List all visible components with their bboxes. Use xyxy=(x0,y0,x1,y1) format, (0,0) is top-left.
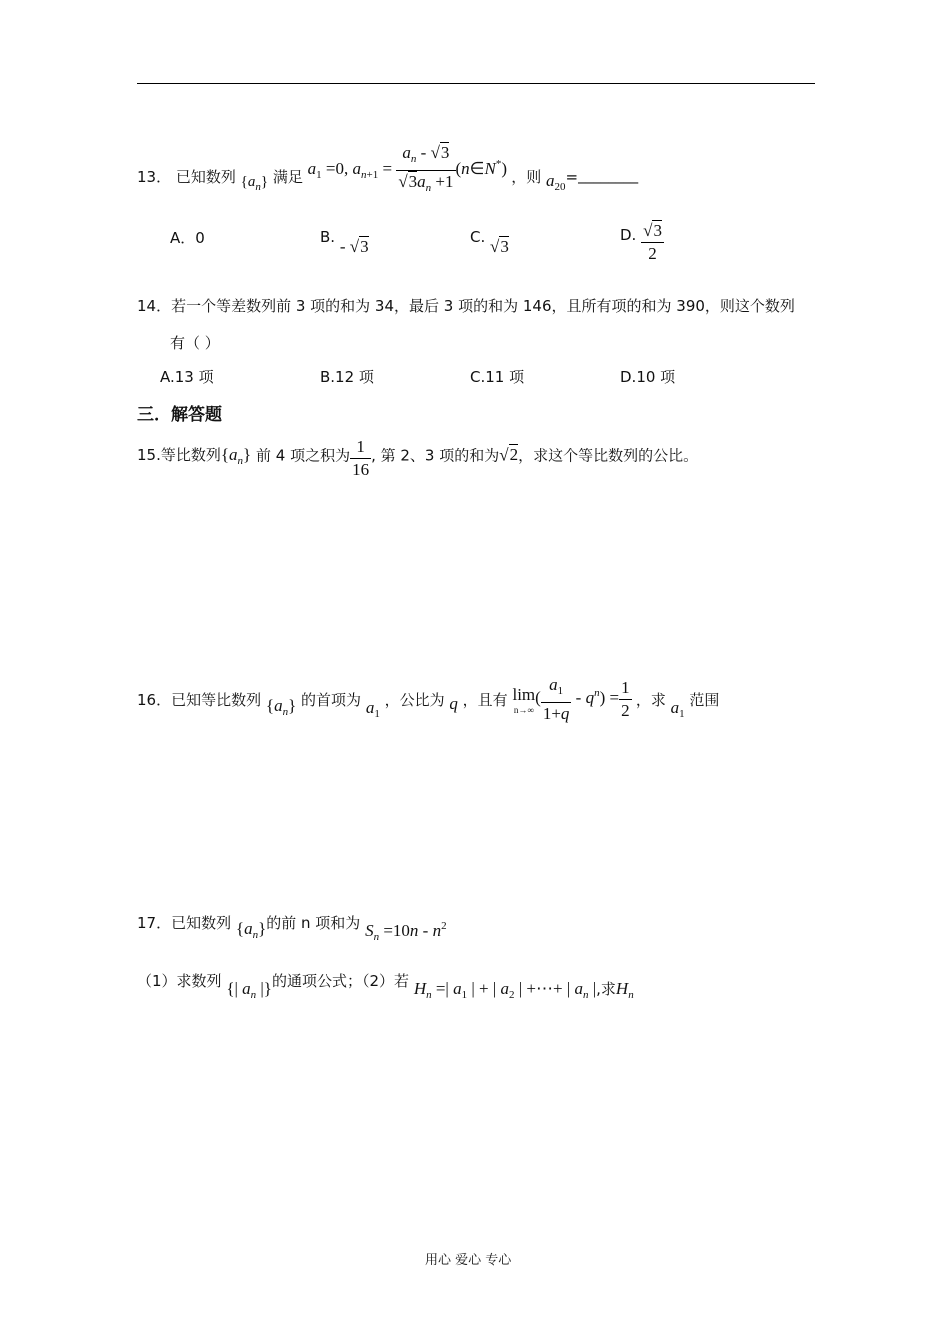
q16-a1-range: $a_1$ xyxy=(670,698,685,721)
q13-formula: $a_1 =0$, $a_{n+1}$ = $\frac{a_n - √3}{√3a_n +1}$ (n∈N*) xyxy=(307,143,512,194)
q15-text-2: 前 4 项之积为 xyxy=(255,446,351,465)
q17-h-formula: $H_n$ =| $a_1$ | + | $a_2$ | +⋯+ | $a_n$ | xyxy=(413,979,597,1001)
section-heading: 三．解答题 xyxy=(137,405,222,425)
question-17 xyxy=(137,912,447,943)
q14-option-a: A.13 项 xyxy=(160,368,214,386)
q16-text-4: ，且有 xyxy=(462,691,508,710)
q13-a20: $a_{20}$ xyxy=(546,171,566,194)
question-15 xyxy=(137,434,698,479)
q13-option-b-value: - √3 xyxy=(339,237,369,256)
q16-a1: $a_1$ xyxy=(365,698,380,721)
q16-q: q xyxy=(449,694,458,714)
q14-option-c: C.11 项 xyxy=(470,368,525,386)
q13-text-1: 已知数列 xyxy=(175,168,236,187)
q13-equals: = xyxy=(565,168,579,187)
q16-text-5: ，求 xyxy=(635,691,666,710)
q16-text-3: ，公比为 xyxy=(384,691,445,710)
q13-text-2: 满足 xyxy=(272,168,303,187)
q13-option-d-label: D. xyxy=(620,226,637,245)
q13-option-a: A．0 xyxy=(170,229,205,247)
q14-line-1: 14．若一个等差数列前 3 项的和为 34，最后 3 项的和为 146，且所有项的和为 390，则这个数列 xyxy=(137,297,795,315)
q16-sequence: $\{a_n\}$ xyxy=(265,696,297,719)
q14-option-b: B.12 项 xyxy=(320,368,374,386)
q16-text-6: 范围 xyxy=(689,691,720,710)
q16-number: 16． xyxy=(137,691,172,710)
question-13 xyxy=(137,134,639,194)
q13-option-b-label: B. xyxy=(320,228,336,246)
page-footer: 用心 爱心 专心 xyxy=(425,1253,512,1268)
q15-sequence: $\{a_n\}$ xyxy=(220,445,252,468)
q16-text-1: 已知等比数列 xyxy=(171,691,262,710)
q17-parts xyxy=(137,970,634,1001)
q13-option-c xyxy=(470,227,509,256)
q17-h-target: $H_n$ xyxy=(615,979,634,1001)
q13-text-3: ，则 xyxy=(511,168,542,187)
q13-option-d-value: $\frac{√3}{2}$ xyxy=(643,221,662,263)
q15-fraction: $\frac{1}{16}$ xyxy=(352,437,370,479)
q17-text-1: 已知数列 xyxy=(171,914,232,932)
q17-sequence: $\{a_n\}$ xyxy=(235,919,267,941)
q13-number: 13． xyxy=(137,168,172,187)
q17-number: 17． xyxy=(137,914,172,932)
q13-blank: ________ xyxy=(578,166,639,185)
q13-option-b xyxy=(320,227,369,256)
q16-text-2: 的首项为 xyxy=(301,691,362,710)
q14-option-d: D.10 项 xyxy=(620,368,676,386)
q13-option-c-label: C. xyxy=(470,228,486,246)
q13-option-c-value: √3 xyxy=(490,237,509,256)
q13-option-d xyxy=(620,220,664,265)
question-16 xyxy=(137,668,720,723)
q17-abs-sequence: {| $a_n$ |} xyxy=(226,979,272,1001)
q16-limit-formula: lim n→∞ ( $\frac{a_1}{1+q}$ - $q^n$) = $\frac{1}{2}$ xyxy=(512,675,630,723)
header-rule xyxy=(137,83,815,84)
q13-sequence: $\{a_n\}$ xyxy=(240,174,269,194)
q17-part-3: ,求 xyxy=(596,980,616,998)
q14-line-2: 有（ ） xyxy=(170,334,220,352)
q17-part-2: 的通项公式；（2）若 xyxy=(271,972,410,990)
q17-text-2: 的前 n 项和为 xyxy=(266,914,361,932)
q15-text-3: , 第 2、3 项的和为 xyxy=(371,446,500,465)
q17-part-1: （1）求数列 xyxy=(137,972,222,990)
q15-text-4: ，求这个等比数列的公比。 xyxy=(518,446,699,465)
q15-sqrt2: √2 xyxy=(499,445,519,465)
q15-text-1: 15.等比数列 xyxy=(137,446,221,465)
q17-sum-formula: $S_n =10n - n^2$ xyxy=(365,920,447,943)
